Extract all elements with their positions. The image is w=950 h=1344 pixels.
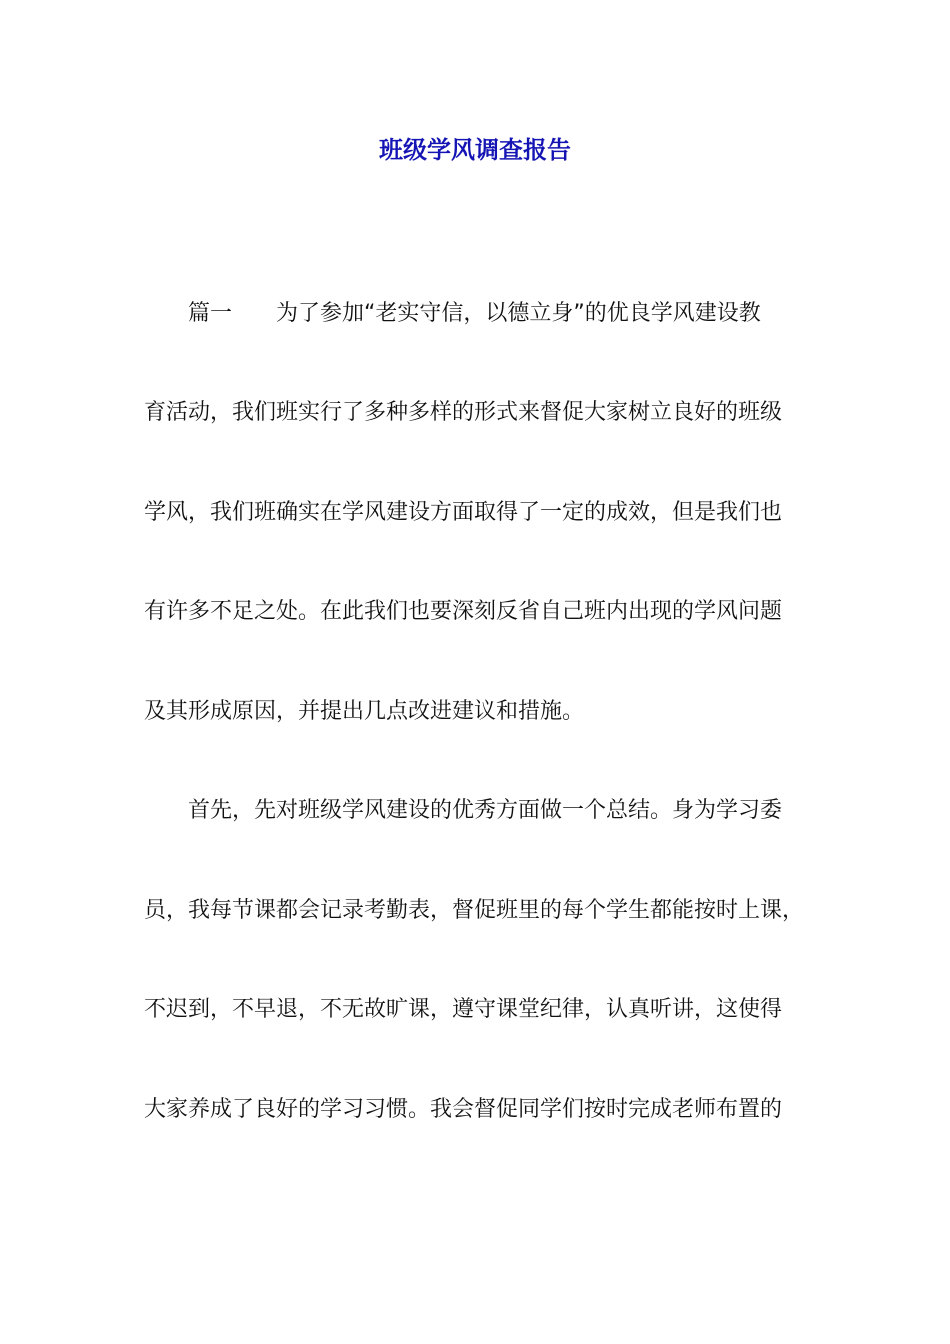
paragraph-line: 员，我每节课都会记录考勤表，督促班里的每个学生都能按时上课， [144, 898, 805, 923]
paragraph-line: 育活动，我们班实行了多种多样的形式来督促大家树立良好的班级 [144, 400, 783, 425]
paragraph-line [188, 296, 824, 332]
line-text: 为了参加“老实守信，以德立身”的优良学风建设教 [276, 301, 761, 326]
paragraph-line: 不迟到，不早退，不无故旷课，遵守课堂纪律，认真听讲，这使得 [144, 997, 783, 1022]
paragraph-line: 有许多不足之处。在此我们也要深刻反省自己班内出现的学风问题 [144, 599, 783, 624]
paragraph-line: 首先，先对班级学风建设的优秀方面做一个总结。身为学习委 [188, 798, 783, 823]
paragraph-line: 大家养成了良好的学习习惯。我会督促同学们按时完成老师布置的 [144, 1097, 783, 1122]
section-label: 篇一 [188, 301, 233, 326]
paragraph-line: 及其形成原因，并提出几点改进建议和措施。 [144, 699, 585, 724]
document-title: 班级学风调查报告 [379, 136, 571, 164]
paragraph-line: 学风，我们班确实在学风建设方面取得了一定的成效，但是我们也 [144, 500, 783, 525]
